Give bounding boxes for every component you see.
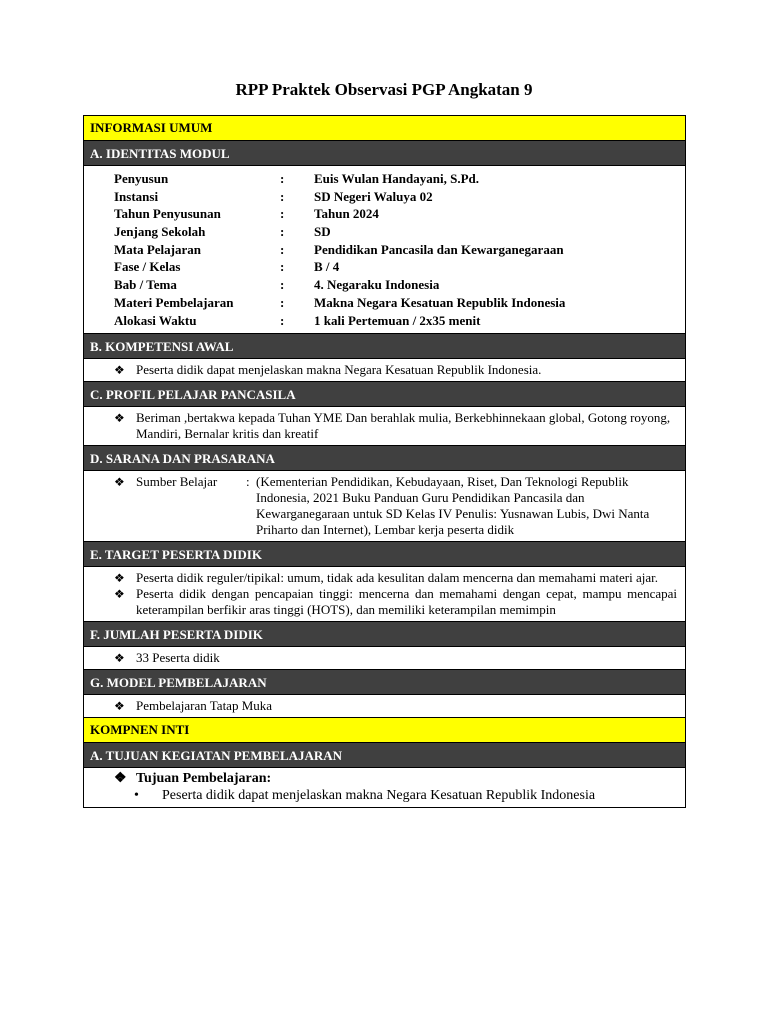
identitas-row: [114, 223, 685, 241]
list-item: [114, 650, 677, 666]
identitas-colon: :: [280, 312, 285, 328]
list-item-text: 33 Peserta didik: [136, 650, 220, 666]
heading-identitas-modul: A. IDENTITAS MODUL: [84, 141, 685, 166]
heading-profil-pelajar: C. PROFIL PELAJAR PANCASILA: [84, 382, 685, 407]
identitas-key: Penyusun: [114, 171, 169, 186]
identitas-colon: :: [280, 241, 285, 257]
model-list: [84, 695, 685, 718]
list-item-text: Peserta didik dapat menjelaskan makna Negara Kesatuan Republik Indonesia: [162, 788, 596, 804]
list-item: [114, 570, 677, 586]
tujuan-subheading-text: Tujuan Pembelajaran:: [136, 771, 272, 787]
identitas-colon: :: [280, 206, 285, 222]
diamond-bullet-icon: ❖: [114, 651, 125, 666]
identitas-colon: :: [280, 259, 285, 275]
heading-tujuan-kegiatan: A. TUJUAN KEGIATAN PEMBELAJARAN: [84, 743, 685, 768]
list-item-text: Peserta didik dapat menjelaskan makna Negara Kesatuan Republik Indonesia.: [136, 362, 542, 378]
identitas-row: [114, 205, 685, 223]
list-item: [114, 474, 677, 538]
diamond-bullet-icon: ❖: [114, 475, 125, 490]
kompetensi-list: [84, 359, 685, 382]
list-item: [114, 787, 677, 804]
identitas-colon: :: [280, 188, 285, 204]
identitas-key: Alokasi Waktu: [114, 312, 197, 328]
tujuan-subheading: [114, 771, 677, 787]
identitas-key: Bab / Tema: [114, 277, 177, 293]
identitas-row: [114, 294, 685, 312]
diamond-bullet-icon: ❖: [114, 771, 127, 787]
sarana-value: (Kementerian Pendidikan, Kebudayaan, Riset, Dan Teknologi Republik Indonesia, 2021 Buku Panduan Guru Pendidikan Pancasila dan Kewarganegaraan untuk SD Kelas IV Penulis: Yusnawan Lubis, Dwi Nanta Priharto dan Internet), Lembar kerja peserta didik: [256, 474, 650, 538]
identitas-key: Tahun Penyusunan: [114, 206, 221, 222]
identitas-row: [114, 241, 685, 259]
profil-list: [84, 407, 685, 446]
section-informasi-umum: INFORMASI UMUM: [84, 116, 685, 141]
identitas-colon: :: [280, 294, 285, 310]
identitas-key: Materi Pembelajaran: [114, 294, 234, 310]
identitas-value: Tahun 2024: [314, 206, 379, 222]
sarana-label: Sumber Belajar: [136, 474, 218, 490]
list-item: [114, 586, 677, 618]
rpp-table: [83, 115, 686, 808]
tujuan-list: [84, 768, 685, 807]
section-komponen-inti: KOMPNEN INTI: [84, 718, 685, 743]
sarana-list: [84, 471, 685, 542]
list-item: [114, 698, 677, 714]
identitas-key: Jenjang Sekolah: [114, 224, 206, 240]
list-item-text: Pembelajaran Tatap Muka: [136, 698, 273, 714]
list-item: [114, 410, 677, 442]
identitas-key: Fase / Kelas: [114, 259, 181, 275]
identitas-key: Instansi: [114, 188, 159, 204]
heading-kompetensi-awal: B. KOMPETENSI AWAL: [84, 334, 685, 359]
identitas-row: [114, 276, 685, 294]
heading-target-peserta: E. TARGET PESERTA DIDIK: [84, 542, 685, 567]
identitas-value: SD Negeri Waluya 02: [314, 188, 433, 204]
jumlah-list: [84, 647, 685, 670]
sarana-colon: :: [246, 474, 250, 490]
diamond-bullet-icon: ❖: [114, 699, 125, 714]
identitas-row: [114, 188, 685, 206]
identitas-row: [114, 258, 685, 276]
list-item-text: Peserta didik dengan pencapaian tinggi: mencerna dan memahami dengan cepat, mampu mencapai keterampilan berfikir aras tinggi (HOTS), dan memiliki keterampilan memimpin: [136, 586, 677, 618]
diamond-bullet-icon: ❖: [114, 411, 125, 426]
identitas-colon: :: [280, 171, 285, 186]
identitas-value: SD: [314, 224, 331, 240]
identitas-value: Pendidikan Pancasila dan Kewarganegaraan: [314, 241, 564, 257]
identitas-value: 1 kali Pertemuan / 2x35 menit: [314, 312, 481, 328]
diamond-bullet-icon: ❖: [114, 587, 125, 602]
identitas-list: [84, 166, 685, 334]
identitas-value: Makna Negara Kesatuan Republik Indonesia: [314, 294, 566, 310]
list-item-text: Beriman ,bertakwa kepada Tuhan YME Dan berahlak mulia, Berkebhinnekaan global, Gotong royong, Mandiri, Bernalar kritis dan kreatif: [136, 410, 671, 442]
heading-model-pembelajaran: G. MODEL PEMBELAJARAN: [84, 670, 685, 695]
dot-bullet-icon: •: [134, 788, 139, 804]
list-item-text: Peserta didik reguler/tipikal: umum, tidak ada kesulitan dalam mencerna dan memahami materi ajar.: [136, 570, 658, 586]
diamond-bullet-icon: ❖: [114, 363, 125, 378]
identitas-row: [114, 312, 685, 330]
identitas-value: Euis Wulan Handayani, S.Pd.: [314, 171, 479, 186]
target-list: [84, 567, 685, 622]
diamond-bullet-icon: ❖: [114, 571, 125, 586]
identitas-value: 4. Negaraku Indonesia: [314, 277, 440, 293]
heading-jumlah-peserta: F. JUMLAH PESERTA DIDIK: [84, 622, 685, 647]
document-title: RPP Praktek Observasi PGP Angkatan 9: [235, 80, 533, 99]
identitas-key: Mata Pelajaran: [114, 241, 202, 257]
identitas-value: B / 4: [314, 259, 340, 275]
identitas-colon: :: [280, 277, 285, 293]
list-item: [114, 362, 677, 378]
heading-sarana-prasarana: D. SARANA DAN PRASARANA: [84, 446, 685, 471]
identitas-colon: :: [280, 224, 285, 240]
identitas-row: [114, 170, 685, 188]
